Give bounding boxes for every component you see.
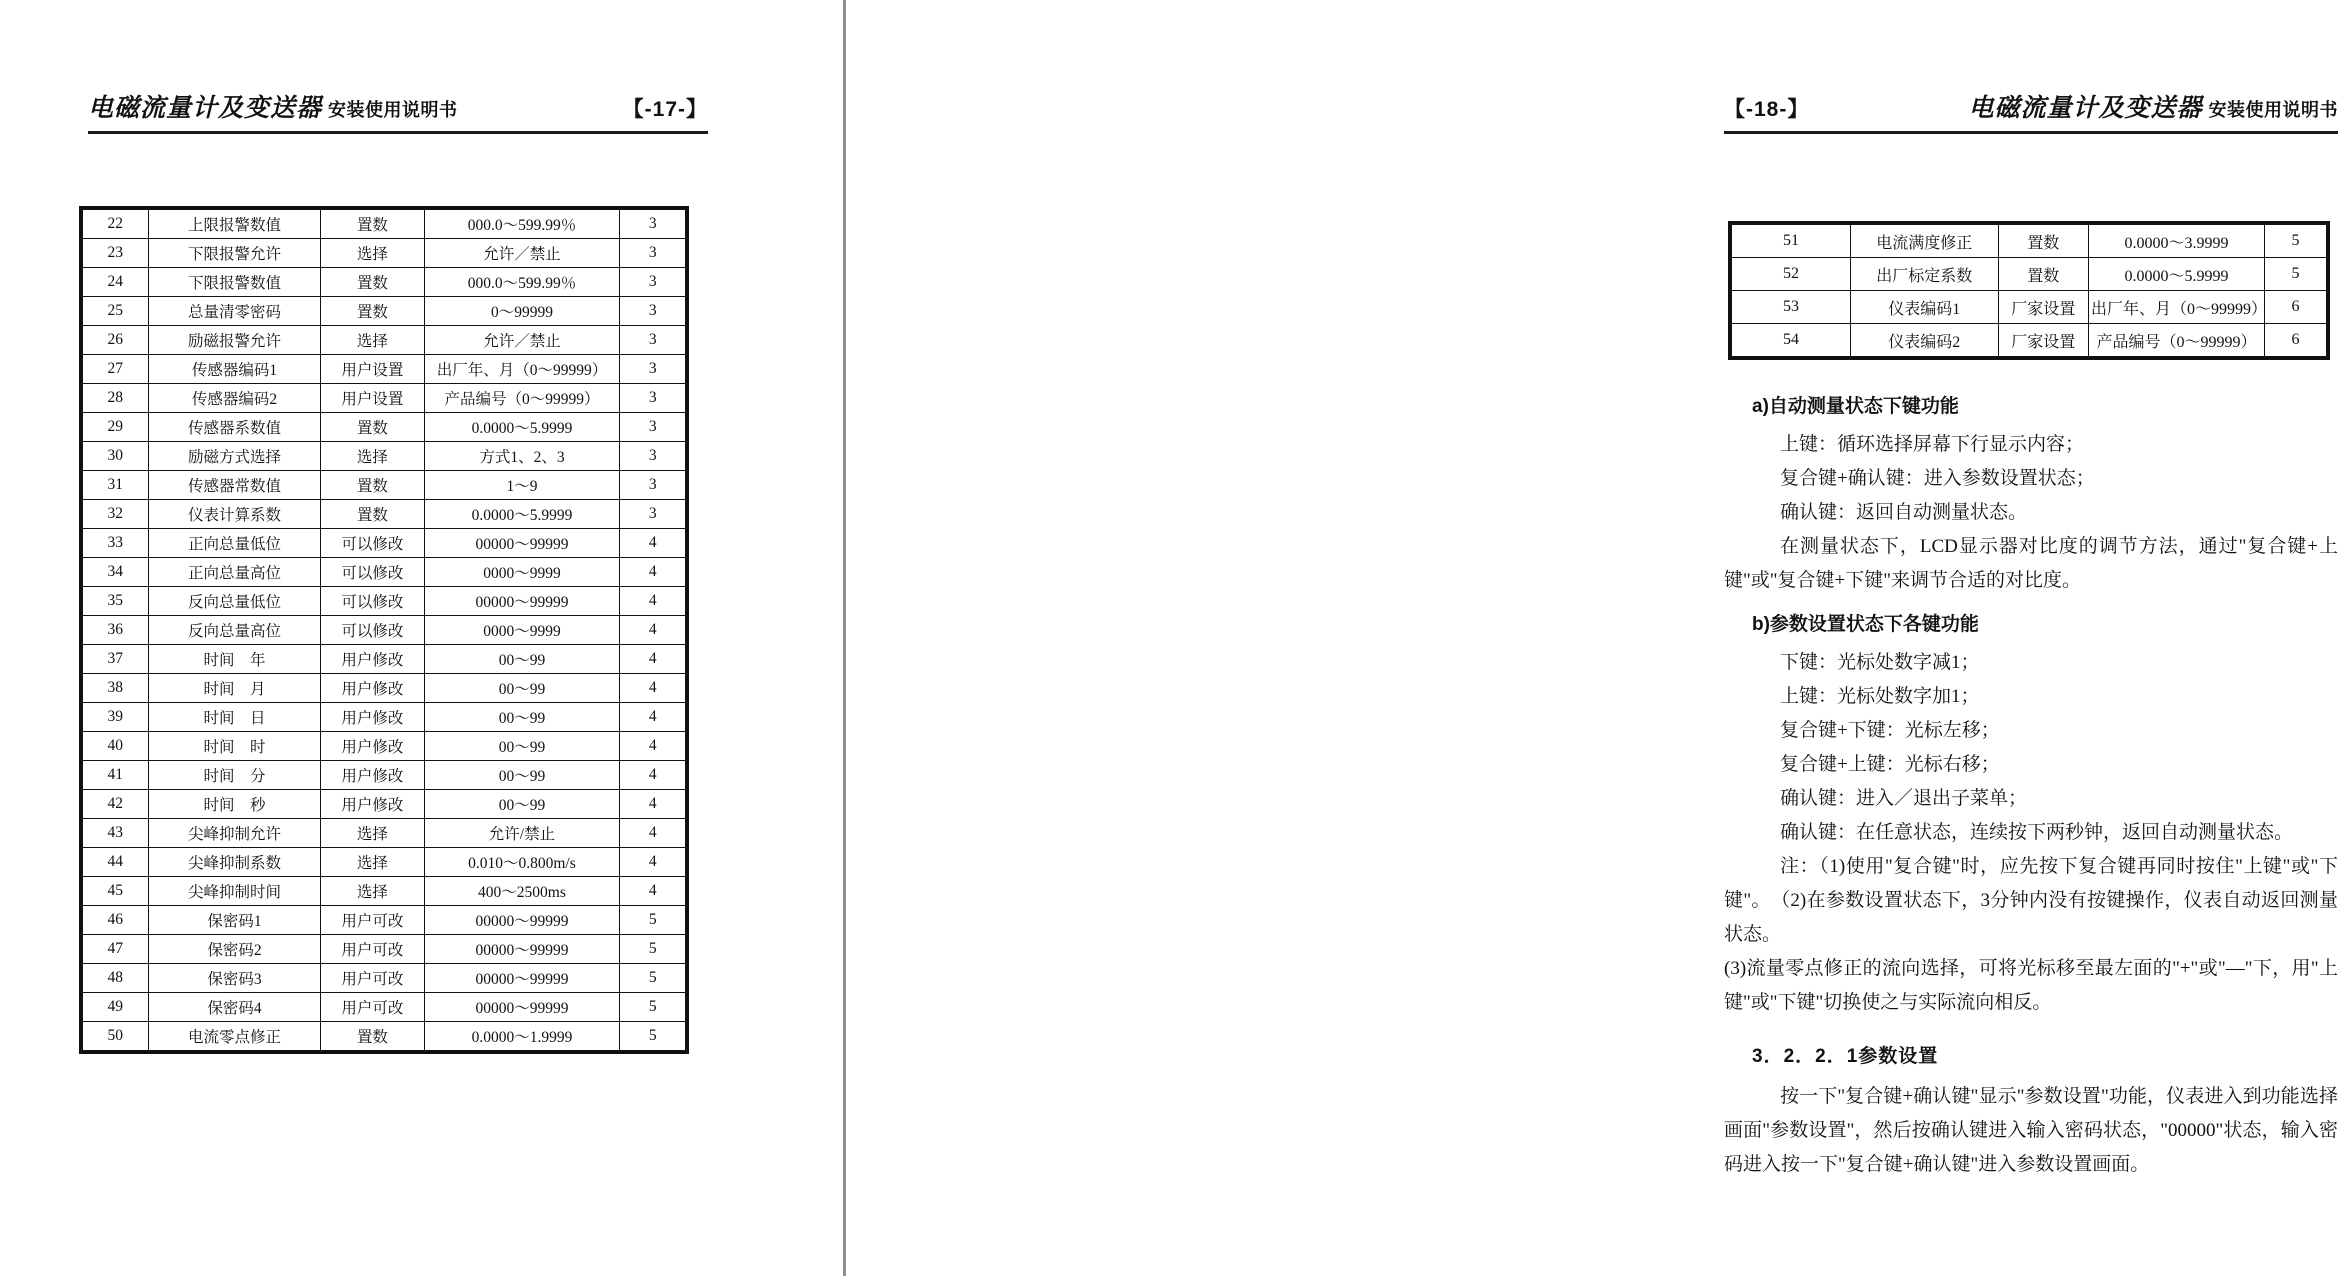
- cell-no: 40: [83, 732, 149, 761]
- cell-level: 3: [620, 384, 686, 413]
- cell-range: 00000～99999: [424, 587, 620, 616]
- section-b-line-2: 上键：光标处数字加1；: [1780, 686, 1980, 707]
- cell-name: 仪表编码2: [1851, 324, 1999, 357]
- cell-type: 可以修改: [321, 587, 424, 616]
- cell-range: 允许／禁止: [424, 326, 620, 355]
- table-row: [83, 471, 686, 500]
- cell-level: 6: [2265, 291, 2327, 324]
- cell-no: 24: [83, 268, 149, 297]
- cell-range: 00000～99999: [424, 935, 620, 964]
- cell-no: 25: [83, 297, 149, 326]
- table-row: [83, 935, 686, 964]
- cell-type: 置数: [1998, 225, 2088, 258]
- cell-type: 置数: [321, 413, 424, 442]
- table-row: [83, 442, 686, 471]
- cell-range: 0000～9999: [424, 558, 620, 587]
- cell-type: 置数: [321, 268, 424, 297]
- document-subtitle: 安装使用说明书: [328, 100, 458, 120]
- cell-level: 5: [2265, 258, 2327, 291]
- cell-type: 置数: [321, 500, 424, 529]
- cell-name: 上限报警数值: [148, 210, 321, 239]
- section-a-line-3: 确认键：返回自动测量状态。: [1780, 502, 2028, 523]
- table-row: [83, 1022, 686, 1051]
- cell-no: 38: [83, 674, 149, 703]
- section-b-line-4: 复合键+上键：光标右移；: [1780, 754, 2000, 775]
- cell-name: 时间 秒: [148, 790, 321, 819]
- section-a-heading: a)自动测量状态下键功能: [1752, 396, 1959, 417]
- cell-no: 22: [83, 210, 149, 239]
- cell-range: 0.010～0.800m/s: [424, 848, 620, 877]
- header-left: [88, 88, 708, 130]
- table-row: [83, 645, 686, 674]
- cell-no: 28: [83, 384, 149, 413]
- cell-level: 3: [620, 413, 686, 442]
- section-a-line-2: 复合键+确认键：进入参数设置状态；: [1780, 468, 2095, 489]
- cell-name: 时间 日: [148, 703, 321, 732]
- cell-no: 29: [83, 413, 149, 442]
- cell-name: 正向总量低位: [148, 529, 321, 558]
- cell-no: 41: [83, 761, 149, 790]
- cell-type: 可以修改: [321, 616, 424, 645]
- cell-range: 出厂年、月（0～99999）: [2088, 291, 2264, 324]
- page-number-left: 【-17-】: [622, 98, 708, 121]
- table-row: [83, 239, 686, 268]
- cell-type: 置数: [321, 210, 424, 239]
- document-title: 电磁流量计及变送器: [1968, 94, 2203, 122]
- section-b-line-5: 确认键：进入／退出子菜单；: [1780, 788, 2028, 809]
- cell-name: 保密码3: [148, 964, 321, 993]
- cell-range: 产品编号（0～99999）: [424, 384, 620, 413]
- cell-no: 23: [83, 239, 149, 268]
- cell-level: 4: [620, 732, 686, 761]
- document-title: 电磁流量计及变送器: [88, 94, 323, 122]
- cell-range: 0000～9999: [424, 616, 620, 645]
- section-b-note-1: 注：（1)使用"复合键"时，应先按下复合键再同时按住"上键"或"下键"。 （2)在参数设置状态下，3分钟内没有按键操作，仪表自动返回测量状态。: [1724, 856, 2338, 945]
- cell-level: 5: [2265, 225, 2327, 258]
- cell-range: 00000～99999: [424, 529, 620, 558]
- cell-name: 时间 月: [148, 674, 321, 703]
- cell-name: 正向总量高位: [148, 558, 321, 587]
- cell-range: 允许/禁止: [424, 819, 620, 848]
- cell-range: 方式1、2、3: [424, 442, 620, 471]
- cell-range: 0.0000～5.9999: [2088, 258, 2264, 291]
- cell-level: 3: [620, 297, 686, 326]
- cell-no: 35: [83, 587, 149, 616]
- cell-level: 3: [620, 268, 686, 297]
- table-row: [83, 355, 686, 384]
- cell-no: 39: [83, 703, 149, 732]
- cell-type: 选择: [321, 326, 424, 355]
- cell-range: 0.0000～5.9999: [424, 500, 620, 529]
- table-row: [1732, 291, 2327, 324]
- table-row: [83, 674, 686, 703]
- cell-no: 46: [83, 906, 149, 935]
- cell-type: 可以修改: [321, 529, 424, 558]
- table-row: [83, 616, 686, 645]
- cell-no: 33: [83, 529, 149, 558]
- table-row: [83, 384, 686, 413]
- cell-range: 0～99999: [424, 297, 620, 326]
- cell-range: 0.0000～5.9999: [424, 413, 620, 442]
- table-row: [83, 906, 686, 935]
- cell-range: 00～99: [424, 790, 620, 819]
- cell-no: 49: [83, 993, 149, 1022]
- cell-range: 00～99: [424, 761, 620, 790]
- cell-no: 50: [83, 1022, 149, 1051]
- cell-level: 4: [620, 529, 686, 558]
- cell-type: 用户修改: [321, 703, 424, 732]
- cell-type: 选择: [321, 442, 424, 471]
- table-row: [83, 732, 686, 761]
- cell-name: 仪表计算系数: [148, 500, 321, 529]
- cell-no: 34: [83, 558, 149, 587]
- page-left: [0, 0, 844, 1276]
- table-row: [83, 993, 686, 1022]
- cell-type: 选择: [321, 239, 424, 268]
- cell-no: 47: [83, 935, 149, 964]
- cell-level: 5: [620, 906, 686, 935]
- cell-name: 尖峰抑制系数: [148, 848, 321, 877]
- cell-range: 00000～99999: [424, 906, 620, 935]
- section-b-line-3: 复合键+下键：光标左移；: [1780, 720, 2000, 741]
- parameter-table-right: [1728, 221, 2330, 360]
- table-row: [83, 877, 686, 906]
- table-row: [83, 500, 686, 529]
- cell-no: 27: [83, 355, 149, 384]
- cell-name: 仪表编码1: [1851, 291, 1999, 324]
- table-row: [83, 703, 686, 732]
- cell-no: 30: [83, 442, 149, 471]
- cell-range: 00000～99999: [424, 964, 620, 993]
- cell-range: 产品编号（0～99999）: [2088, 324, 2264, 357]
- table-row: [83, 848, 686, 877]
- cell-name: 时间 分: [148, 761, 321, 790]
- section-b-heading: b)参数设置状态下各键功能: [1752, 614, 1979, 635]
- cell-type: 选择: [321, 877, 424, 906]
- table-row: [1732, 225, 2327, 258]
- section-a-line-1: 上键：循环选择屏幕下行显示内容；: [1780, 434, 2085, 455]
- cell-level: 3: [620, 239, 686, 268]
- cell-level: 4: [620, 645, 686, 674]
- cell-name: 下限报警允许: [148, 239, 321, 268]
- cell-level: 4: [620, 761, 686, 790]
- cell-range: 00～99: [424, 703, 620, 732]
- cell-name: 出厂标定系数: [1851, 258, 1999, 291]
- cell-no: 53: [1732, 291, 1851, 324]
- cell-name: 传感器编码1: [148, 355, 321, 384]
- table-row: [83, 790, 686, 819]
- cell-name: 传感器常数值: [148, 471, 321, 500]
- cell-name: 传感器系数值: [148, 413, 321, 442]
- cell-no: 45: [83, 877, 149, 906]
- cell-level: 4: [620, 587, 686, 616]
- table-row: [83, 558, 686, 587]
- cell-level: 4: [620, 848, 686, 877]
- cell-type: 厂家设置: [1998, 324, 2088, 357]
- body-text-right: [1724, 380, 2338, 1182]
- cell-type: 用户设置: [321, 355, 424, 384]
- cell-range: 00～99: [424, 732, 620, 761]
- cell-level: 3: [620, 500, 686, 529]
- cell-name: 电流零点修正: [148, 1022, 321, 1051]
- cell-level: 5: [620, 964, 686, 993]
- cell-name: 总量清零密码: [148, 297, 321, 326]
- cell-no: 36: [83, 616, 149, 645]
- cell-name: 励磁报警允许: [148, 326, 321, 355]
- cell-name: 励磁方式选择: [148, 442, 321, 471]
- cell-no: 52: [1732, 258, 1851, 291]
- cell-level: 3: [620, 471, 686, 500]
- cell-type: 置数: [1998, 258, 2088, 291]
- page-number-right: 【-18-】: [1724, 98, 1810, 121]
- cell-type: 选择: [321, 819, 424, 848]
- cell-type: 用户可改: [321, 935, 424, 964]
- parameter-table-left: [79, 206, 689, 1054]
- table-body-left: [83, 210, 686, 1051]
- cell-type: 用户修改: [321, 674, 424, 703]
- cell-no: 54: [1732, 324, 1851, 357]
- cell-level: 4: [620, 877, 686, 906]
- header-right: [1724, 88, 2338, 130]
- cell-name: 下限报警数值: [148, 268, 321, 297]
- table-row: [83, 210, 686, 239]
- table-row: [83, 761, 686, 790]
- cell-no: 44: [83, 848, 149, 877]
- section-b-note-2: (3)流量零点修正的流向选择，可将光标移至最左面的"+"或"—"下，用"上键"或"下键"切换使之与实际流向相反。: [1724, 958, 2338, 1013]
- cell-level: 4: [620, 616, 686, 645]
- table-row: [83, 297, 686, 326]
- cell-name: 保密码4: [148, 993, 321, 1022]
- section-3221-paragraph: 按一下"复合键+确认键"显示"参数设置"功能，仪表进入到功能选择画面"参数设置"，然后按确认键进入输入密码状态，"00000"状态，输入密码进入按一下"复合键+确认键"进入参数设置画面。: [1724, 1086, 2338, 1175]
- cell-no: 48: [83, 964, 149, 993]
- cell-level: 5: [620, 935, 686, 964]
- cell-level: 4: [620, 819, 686, 848]
- cell-level: 5: [620, 1022, 686, 1051]
- table-body-right: [1732, 225, 2327, 357]
- table-row: [83, 819, 686, 848]
- cell-level: 3: [620, 355, 686, 384]
- table-row: [83, 326, 686, 355]
- cell-type: 用户修改: [321, 790, 424, 819]
- cell-type: 置数: [321, 1022, 424, 1051]
- cell-type: 用户设置: [321, 384, 424, 413]
- section-b-line-1: 下键：光标处数字减1；: [1780, 652, 1980, 673]
- cell-name: 反向总量高位: [148, 616, 321, 645]
- cell-name: 时间 年: [148, 645, 321, 674]
- header-rule-left: [88, 131, 708, 134]
- page-right: [844, 0, 2338, 1276]
- cell-type: 置数: [321, 471, 424, 500]
- cell-no: 26: [83, 326, 149, 355]
- cell-name: 时间 时: [148, 732, 321, 761]
- table-row: [83, 413, 686, 442]
- section-b-line-6: 确认键：在任意状态，连续按下两秒钟，返回自动测量状态。: [1780, 822, 2294, 843]
- cell-level: 4: [620, 790, 686, 819]
- cell-range: 1～9: [424, 471, 620, 500]
- header-rule-right: [1724, 131, 2338, 134]
- cell-type: 用户可改: [321, 964, 424, 993]
- cell-type: 用户修改: [321, 761, 424, 790]
- cell-range: 00～99: [424, 674, 620, 703]
- cell-range: 000.0～599.99％: [424, 268, 620, 297]
- cell-no: 43: [83, 819, 149, 848]
- cell-type: 选择: [321, 848, 424, 877]
- cell-name: 反向总量低位: [148, 587, 321, 616]
- cell-range: 400～2500ms: [424, 877, 620, 906]
- cell-range: 00000～99999: [424, 993, 620, 1022]
- cell-name: 尖峰抑制允许: [148, 819, 321, 848]
- cell-level: 4: [620, 703, 686, 732]
- cell-level: 3: [620, 210, 686, 239]
- table-row: [1732, 324, 2327, 357]
- cell-level: 3: [620, 442, 686, 471]
- table-row: [83, 529, 686, 558]
- cell-level: 4: [620, 674, 686, 703]
- cell-type: 置数: [321, 297, 424, 326]
- cell-level: 3: [620, 326, 686, 355]
- cell-range: 00～99: [424, 645, 620, 674]
- cell-range: 0.0000～1.9999: [424, 1022, 620, 1051]
- document-subtitle: 安装使用说明书: [2208, 100, 2338, 120]
- cell-name: 尖峰抑制时间: [148, 877, 321, 906]
- cell-no: 37: [83, 645, 149, 674]
- cell-name: 传感器编码2: [148, 384, 321, 413]
- cell-no: 31: [83, 471, 149, 500]
- cell-level: 6: [2265, 324, 2327, 357]
- cell-name: 保密码1: [148, 906, 321, 935]
- cell-range: 允许／禁止: [424, 239, 620, 268]
- table-row: [83, 587, 686, 616]
- cell-no: 42: [83, 790, 149, 819]
- table-row: [83, 964, 686, 993]
- cell-type: 用户修改: [321, 732, 424, 761]
- cell-name: 保密码2: [148, 935, 321, 964]
- section-a-paragraph: 在测量状态下，LCD显示器对比度的调节方法，通过"复合键+上键"或"复合键+下键"来调节合适的对比度。: [1724, 536, 2338, 591]
- cell-type: 可以修改: [321, 558, 424, 587]
- cell-level: 5: [620, 993, 686, 1022]
- cell-level: 4: [620, 558, 686, 587]
- cell-type: 厂家设置: [1998, 291, 2088, 324]
- cell-no: 51: [1732, 225, 1851, 258]
- cell-type: 用户可改: [321, 906, 424, 935]
- section-3221-heading: 3．2．2．1参数设置: [1752, 1046, 1939, 1067]
- cell-name: 电流满度修正: [1851, 225, 1999, 258]
- cell-range: 0.0000～3.9999: [2088, 225, 2264, 258]
- cell-type: 用户修改: [321, 645, 424, 674]
- cell-range: 000.0～599.99％: [424, 210, 620, 239]
- cell-range: 出厂年、月（0～99999）: [424, 355, 620, 384]
- table-row: [1732, 258, 2327, 291]
- cell-no: 32: [83, 500, 149, 529]
- table-row: [83, 268, 686, 297]
- cell-type: 用户可改: [321, 993, 424, 1022]
